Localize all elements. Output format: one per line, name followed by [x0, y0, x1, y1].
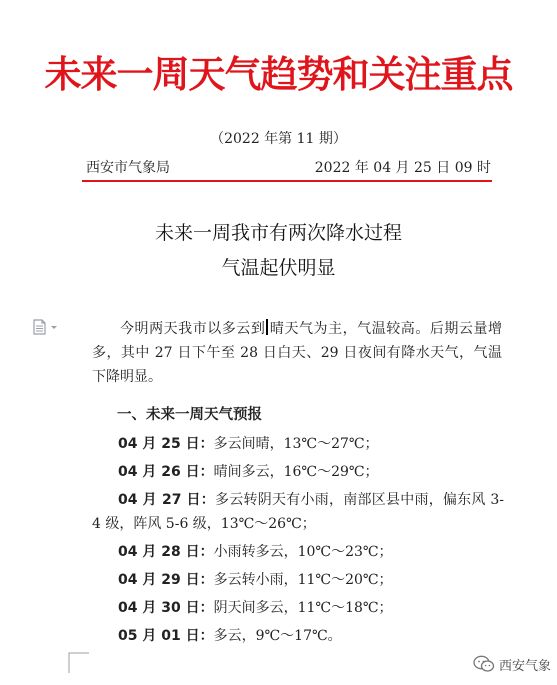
forecast-text: 晴间多云，16℃～29℃； — [213, 464, 379, 480]
forecast-day — [92, 488, 504, 536]
forecast-day — [92, 540, 504, 564]
paragraph-handle-icon[interactable] — [32, 319, 62, 335]
forecast-text: 多云转阴天有小雨，南部区县中雨，偏东风 3-4 级，阵风 5-6 级，13℃～26℃； — [92, 492, 504, 532]
forecast-date: 04 月 30 日： — [118, 600, 214, 616]
wechat-watermark — [473, 653, 551, 675]
issue-number: （2022 年第 11 期） — [210, 131, 347, 147]
forecast-day — [92, 432, 504, 456]
summary-paragraph[interactable] — [92, 317, 502, 389]
forecast-day — [92, 568, 504, 592]
forecast-text: 多云转小雨，11℃～20℃； — [213, 572, 393, 588]
forecast-date: 04 月 27 日： — [118, 492, 216, 508]
forecast-text: 阴天间多云，11℃～18℃； — [213, 600, 393, 616]
forecast-date: 04 月 25 日： — [118, 436, 214, 452]
forecast-date: 04 月 29 日： — [118, 572, 214, 588]
issue-datetime: 2022 年 04 月 25 日 09 时 — [314, 160, 491, 176]
document-red-title: 未来一周天气趋势和关注重点 — [44, 53, 513, 96]
header-divider — [82, 180, 492, 182]
forecast-list — [92, 432, 504, 652]
wechat-icon — [473, 655, 495, 673]
forecast-date: 04 月 28 日： — [118, 544, 214, 560]
forecast-date: 05 月 01 日： — [118, 628, 214, 644]
summary-text-start: 今明两天我市以多云到 — [120, 321, 266, 337]
headline-line-2: 气温起伏明显 — [221, 257, 336, 279]
forecast-day — [92, 596, 504, 620]
forecast-text: 小雨转多云，10℃～23℃； — [213, 544, 393, 560]
forecast-text: 多云，9℃～17℃。 — [213, 628, 342, 644]
section-title: 一、未来一周天气预报 — [117, 407, 262, 423]
issuer-name: 西安市气象局 — [86, 160, 170, 176]
headline-line-1: 未来一周我市有两次降水过程 — [154, 222, 402, 244]
forecast-text: 多云间晴，13℃～27℃； — [213, 436, 379, 452]
forecast-day — [92, 624, 504, 648]
page-corner-mark-icon — [68, 652, 90, 674]
summary-text-end: 晴天气为主，气温较高。后期云量增多，其中 27 日下午至 28 日白天、29 日夜间有降水天气，气温下降明显。 — [92, 321, 503, 385]
forecast-date: 04 月 26 日： — [118, 464, 214, 480]
watermark-text: 西安气象 — [498, 658, 551, 674]
forecast-day — [92, 460, 504, 484]
